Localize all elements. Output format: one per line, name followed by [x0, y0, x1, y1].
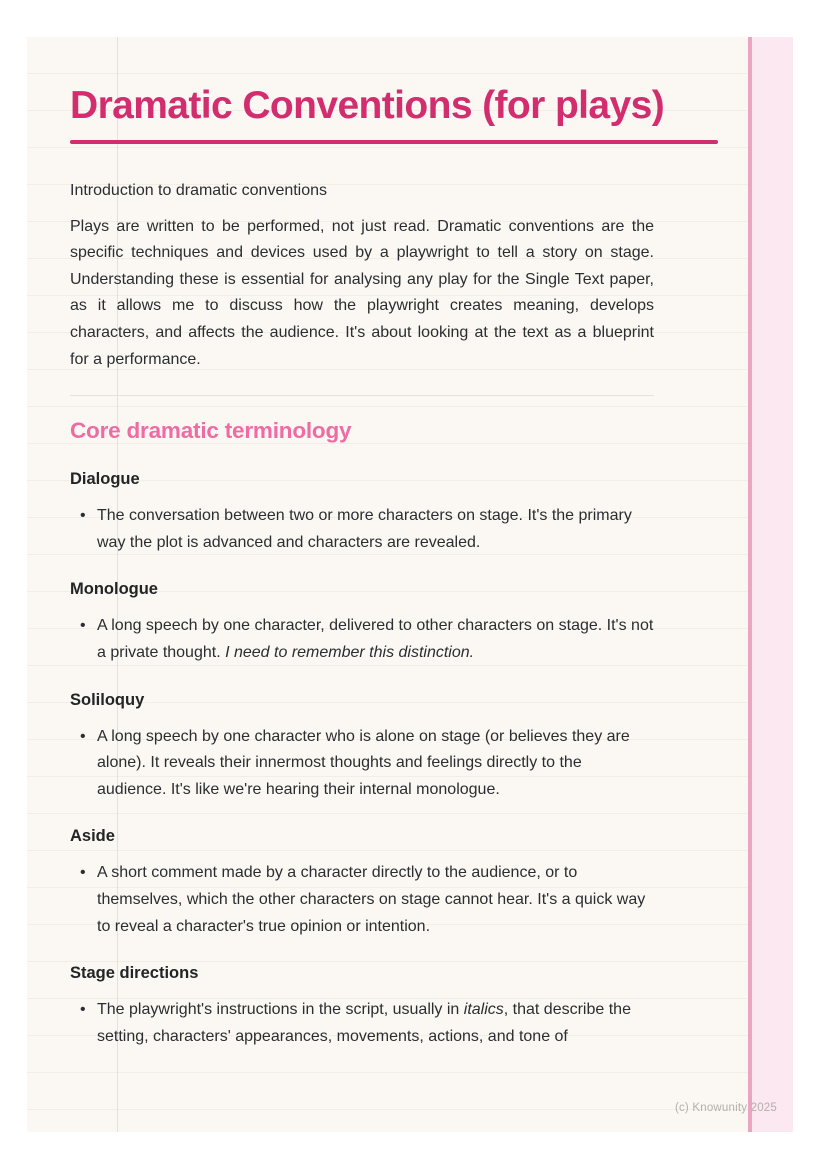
bullet-text-italic: I need to remember this distinction. — [225, 644, 475, 662]
bullet-text: A short comment made by a character directly to the audience, or to themselves, which the other characters on stage cannot hear. It's a quick way to reveal a character's true opinion or intention. — [97, 864, 646, 935]
term-bullets — [70, 503, 654, 556]
section-heading: Core dramatic terminology — [70, 418, 352, 444]
copyright-watermark: (c) Knowunity 2025 — [674, 1102, 777, 1114]
bullet-item — [70, 724, 654, 804]
term-block — [70, 468, 711, 556]
bullet-item — [70, 860, 654, 940]
term-bullets — [70, 724, 654, 804]
page-title: Dramatic Conventions (for plays) — [70, 84, 665, 127]
term-heading: Dialogue — [70, 470, 140, 489]
term-bullets — [70, 860, 654, 940]
term-heading: Monologue — [70, 580, 158, 599]
bullet-text: The playwright's instructions in the script, usually in — [97, 1001, 464, 1019]
section-divider — [70, 395, 654, 396]
term-block — [70, 962, 711, 1050]
intro-label: Introduction to dramatic conventions — [70, 181, 328, 199]
notes-page — [27, 37, 793, 1132]
bullet-text: A long speech by one character who is alone on stage (or believes they are alone). It reveals their innermost thoughts and feelings directly to the audience. It's like we're hearing their internal monologue. — [97, 727, 630, 798]
right-accent-stripe — [748, 37, 793, 1132]
terms-list — [70, 468, 711, 1050]
intro-paragraph: Plays are written to be performed, not just read. Dramatic conventions are the specific techniques and devices used by a playwright to tell a story on stage. Understanding these is essential for analysing any play for the Single Text paper, as it allows me to discuss how the playwright creates meaning, develops characters, and affects the audience. It's about looking at the text as a blueprint for a performance. — [70, 217, 654, 368]
page-content — [27, 37, 711, 1050]
title-underline-rule — [70, 140, 718, 144]
term-heading: Soliloquy — [70, 690, 145, 709]
bullet-text: The conversation between two or more characters on stage. It's the primary way the plot is advanced and characters are revealed. — [97, 507, 632, 551]
term-heading: Aside — [70, 827, 115, 846]
bullet-item — [70, 503, 654, 556]
term-block — [70, 578, 711, 666]
term-bullets — [70, 997, 654, 1050]
bullet-text: , that describe the setting, characters' appearances, movements, actions, and tone of — [97, 1001, 631, 1045]
bullet-item — [70, 613, 654, 666]
term-block — [70, 689, 711, 804]
bullet-text-italic: italics — [463, 1001, 504, 1019]
term-block — [70, 825, 711, 940]
term-heading: Stage directions — [70, 964, 199, 983]
bullet-text: A long speech by one character, delivered to other characters on stage. It's not a private thought. — [97, 617, 654, 662]
bullet-item — [70, 997, 654, 1050]
term-bullets — [70, 613, 654, 666]
